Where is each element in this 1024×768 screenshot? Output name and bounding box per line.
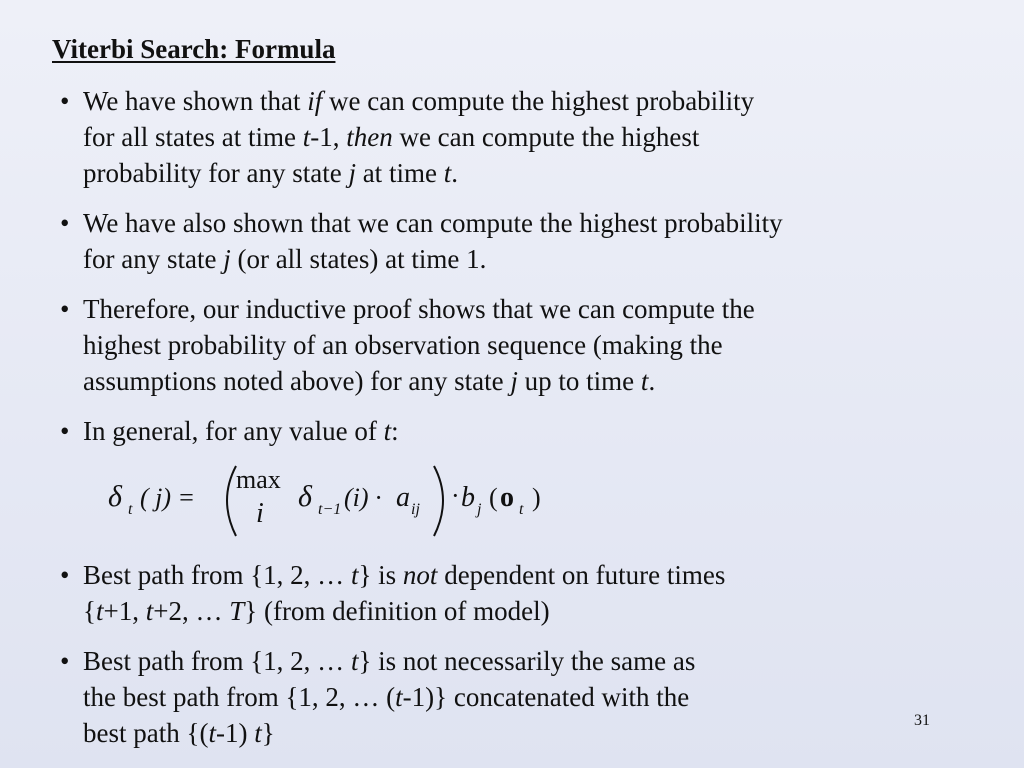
text-run: We have also shown that we can compute the highest probability [83,208,783,238]
text-run: assumptions noted above) for any state [83,366,511,396]
text-run: : [391,416,399,446]
text-run: highest probability of an observation sequence (making the [83,330,723,360]
bullet-item [60,643,980,751]
italic-text: t [443,158,452,188]
formula-max-index: i [256,498,264,529]
bullet-line [83,291,980,327]
formula-delta: δ [298,480,312,513]
text-run: } is [358,560,403,590]
italic-text: t [95,596,104,626]
bullet-line [83,643,980,679]
text-run: -1, [310,122,347,152]
text-run: dependent on future times [437,560,726,590]
formula-dot: · [451,481,460,510]
text-run: +1, [103,596,146,626]
slide-title: Viterbi Search: Formula [52,34,336,64]
text-run: we can compute the highest probability [322,86,755,116]
bullet-list [60,83,980,765]
formula-right-paren [434,466,443,536]
text-run: . [451,158,458,188]
bullet-symbol: • [60,294,70,324]
text-run: +2, … [153,596,230,626]
italic-text: then [346,122,393,152]
text-run: We have shown that [83,86,308,116]
formula-max: max [236,465,281,494]
bullet-line [83,205,980,241]
bullet-line [83,83,980,119]
italic-text: j [510,366,518,396]
bullet-line [83,715,980,751]
text-run: } is not necessarily the same as [358,646,696,676]
bullet-symbol: • [60,208,70,238]
bullet-line [83,241,980,277]
viterbi-formula [108,458,568,542]
bullet-symbol: • [60,646,70,676]
italic-text: t [350,560,359,590]
text-run: for all states at time [83,122,303,152]
bullet-line [83,119,980,155]
formula-b-sub: j [477,501,482,518]
formula-delta-arg: (i) · [344,483,382,512]
formula-a: a [396,482,410,513]
italic-text: j [223,244,231,274]
text-run: up to time [517,366,641,396]
formula-b: b [461,482,475,513]
italic-text: t [254,718,262,748]
text-run: -1)} concatenated with the [402,682,690,712]
text-run: { [83,596,96,626]
text-run: In general, for any value of [83,416,384,446]
bullet-line [83,363,980,399]
text-run: . [648,366,656,396]
italic-text: j [348,158,356,188]
italic-text: t [640,366,649,396]
formula-delta-sub: t−1 [318,501,342,518]
bullet-item [60,413,980,449]
text-run: Best path from {1, 2, … [83,646,351,676]
formula-lhs-sub: t [128,501,133,518]
italic-text: t [302,122,311,152]
page-number: 31 [914,712,930,729]
formula-left-paren [227,466,236,536]
formula-svg [108,458,568,542]
bullet-symbol: • [60,560,70,590]
bullet-line [83,155,980,191]
text-run: the best path from {1, 2, … ( [83,682,396,712]
formula-o-sub: t [519,501,524,518]
bullet-line [83,413,980,449]
text-run: } (from definition of model) [244,596,550,626]
formula-lhs-delta: δ [108,480,122,513]
text-run: probability for any state [83,158,349,188]
formula-lhs-arg: ( j) = [140,483,196,512]
bullet-symbol: • [60,416,70,446]
formula-b-close: ) [532,483,541,512]
text-run: } [261,718,275,748]
italic-text: t [383,416,392,446]
italic-text: t [395,682,403,712]
bullet-symbol: • [60,86,70,116]
text-run: at time [355,158,444,188]
text-run: (or all states) at time 1. [230,244,487,274]
text-run: -1) [215,718,255,748]
text-run: Best path from {1, 2, … [83,560,351,590]
text-run: Therefore, our inductive proof shows that we can compute the [83,294,755,324]
italic-text: not [402,560,438,590]
formula-b-open: ( [489,483,498,512]
italic-text: t [145,596,154,626]
italic-text: T [229,596,245,626]
text-run: we can compute the highest [392,122,700,152]
italic-text: t [350,646,359,676]
bullet-item [60,291,980,399]
bullet-line [83,327,980,363]
italic-text: t [208,718,216,748]
bullet-line [83,593,980,629]
text-run: for any state [83,244,224,274]
formula-o: o [500,482,514,513]
text-run: best path {( [83,718,209,748]
bullet-item [60,557,980,629]
bullet-line [83,679,980,715]
formula-a-sub: ij [411,501,420,518]
bullet-item [60,205,980,277]
bullet-line [83,557,980,593]
bullet-item [60,83,980,191]
italic-text: if [307,86,323,116]
